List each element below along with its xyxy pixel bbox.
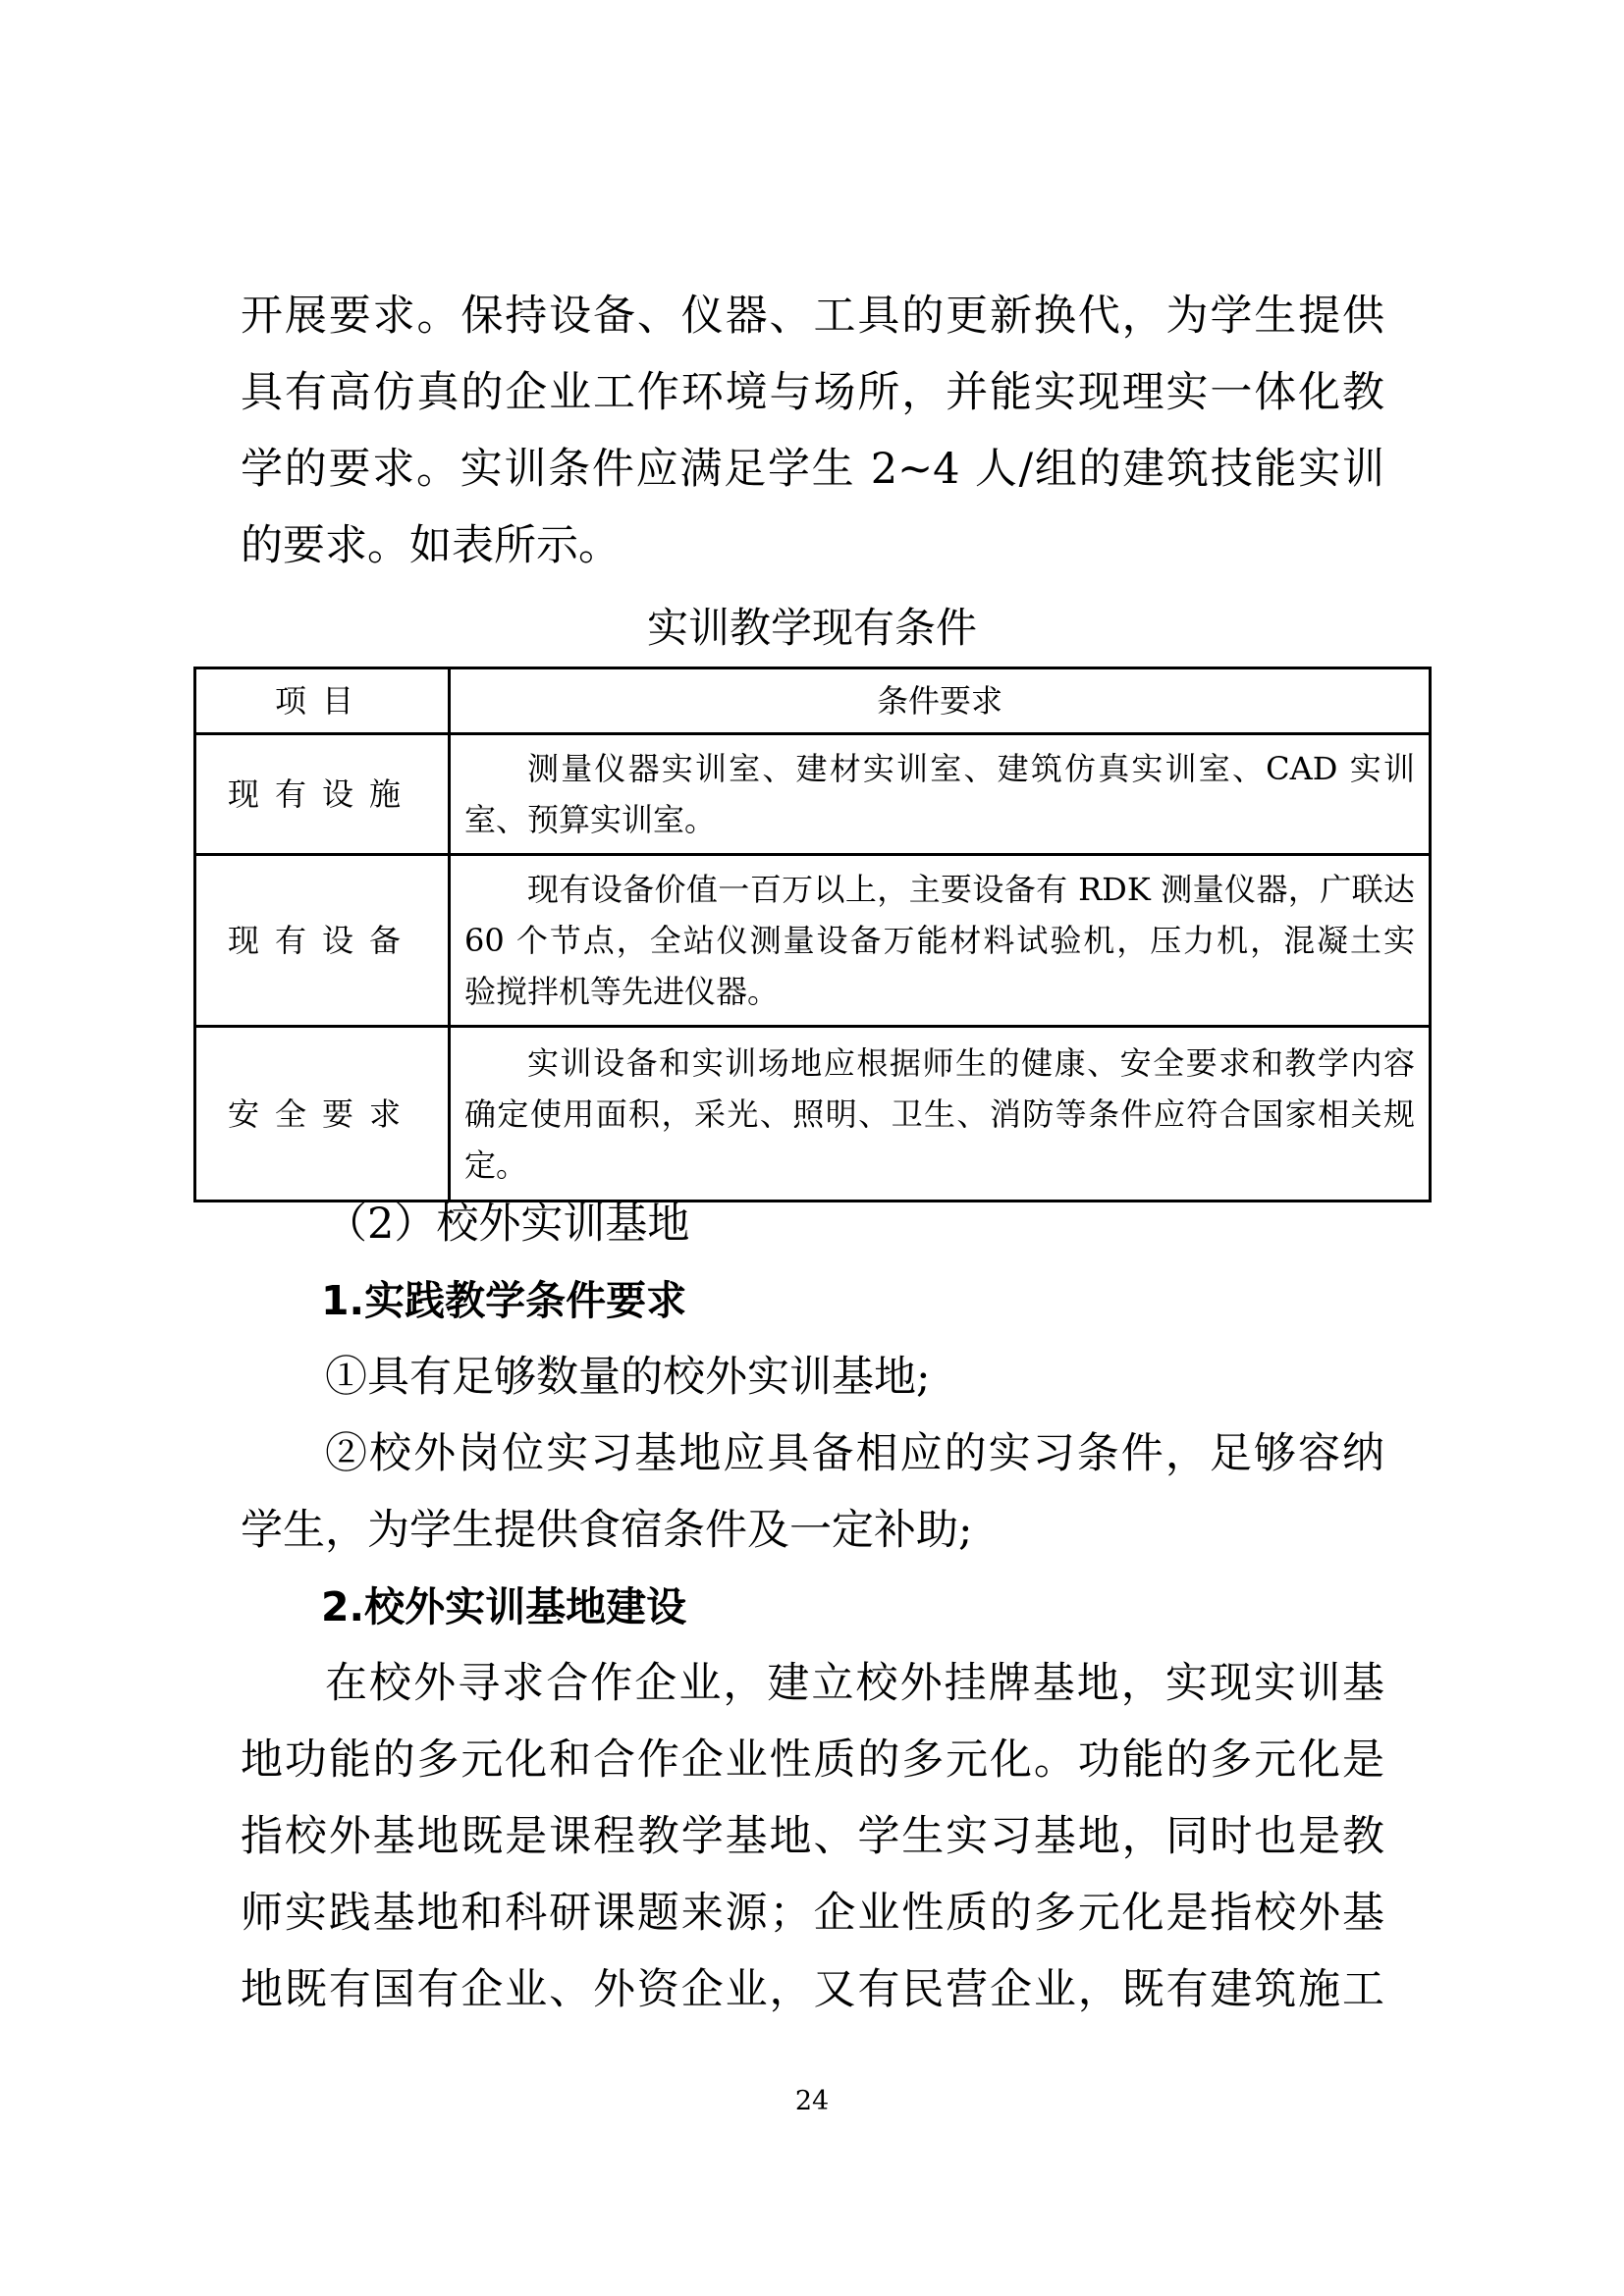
cell-line: 60 个节点，全站仪测量设备万能材料试验机，压力机，混凝土实 [464, 922, 1415, 959]
paragraph-line: 的要求。如表所示。 [241, 521, 621, 570]
cell-line: 定。 [464, 1146, 528, 1184]
table-title: 实训教学现有条件 [646, 604, 977, 652]
header-label: 项目 [274, 682, 369, 720]
header-label: 条件要求 [876, 682, 1002, 720]
paragraph-line: 地既有国有企业、外资企业，又有民营企业，既有建筑施工 [241, 1965, 1384, 2014]
training-conditions-table [193, 667, 1432, 1202]
paragraph-line: 在校外寻求合作企业，建立校外挂牌基地，实现实训基 [325, 1659, 1384, 1708]
list-item: ①具有足够数量的校外实训基地; [325, 1353, 931, 1402]
intro-paragraph [241, 278, 1384, 584]
subsection-heading: （2）校外实训基地 [325, 1200, 690, 1249]
table-row [195, 1027, 1431, 1201]
cell-line: 测量仪器实训室、建材实训室、建筑仿真实训室、CAD 实训 [527, 750, 1415, 787]
paragraph-line: 开展要求。保持设备、仪器、工具的更新换代，为学生提供 [241, 292, 1384, 341]
page-number: 24 [794, 2086, 830, 2116]
row-value-cell [450, 1027, 1431, 1201]
paragraph-line: 地功能的多元化和合作企业性质的多元化。功能的多元化是 [241, 1735, 1384, 1785]
paragraph-line: 师实践基地和科研课题来源；企业性质的多元化是指校外基 [241, 1889, 1384, 1938]
cell-line: 验搅拌机等先进仪器。 [464, 973, 780, 1010]
heading-base-construction: 2.校外实训基地建设 [321, 1583, 687, 1630]
row-value-cell [450, 855, 1431, 1027]
table-row [195, 855, 1431, 1027]
table-header-row [195, 668, 1431, 734]
row-value-cell [450, 734, 1431, 855]
cell-line: 实训设备和实训场地应根据师生的健康、安全要求和教学内容 [527, 1043, 1415, 1082]
list-item: ②校外岗位实习基地应具备相应的实习条件，足够容纳 [325, 1429, 1384, 1478]
header-cell-requirements [450, 668, 1431, 734]
header-cell-item [195, 668, 450, 734]
heading-practice-conditions: 1.实践教学条件要求 [321, 1277, 687, 1324]
row-item-label: 安全要求 [227, 1095, 416, 1133]
section-off-campus-bases [241, 1186, 1384, 2028]
row-item-cell [195, 855, 450, 1027]
list-item-continuation: 学生，为学生提供食宿条件及一定补助; [241, 1506, 973, 1555]
paragraph-line: 具有高仿真的企业工作环境与场所，并能实现理实一体化教 [241, 368, 1384, 417]
cell-line: 现有设备价值一百万以上，主要设备有 RDK 测量仪器，广联达 [527, 871, 1415, 908]
row-item-label: 现有设备 [227, 922, 416, 959]
row-item-cell [195, 734, 450, 855]
cell-line: 确定使用面积，采光、照明、卫生、消防等条件应符合国家相关规 [464, 1095, 1415, 1133]
table-row [195, 734, 1431, 855]
cell-line: 室、预算实训室。 [464, 801, 717, 838]
row-item-label: 现有设施 [227, 775, 416, 813]
row-item-cell [195, 1027, 450, 1201]
paragraph-line: 学的要求。实训条件应满足学生 2~4 人/组的建筑技能实训 [241, 445, 1384, 494]
paragraph-line: 指校外基地既是课程教学基地、学生实习基地，同时也是教 [241, 1812, 1384, 1861]
